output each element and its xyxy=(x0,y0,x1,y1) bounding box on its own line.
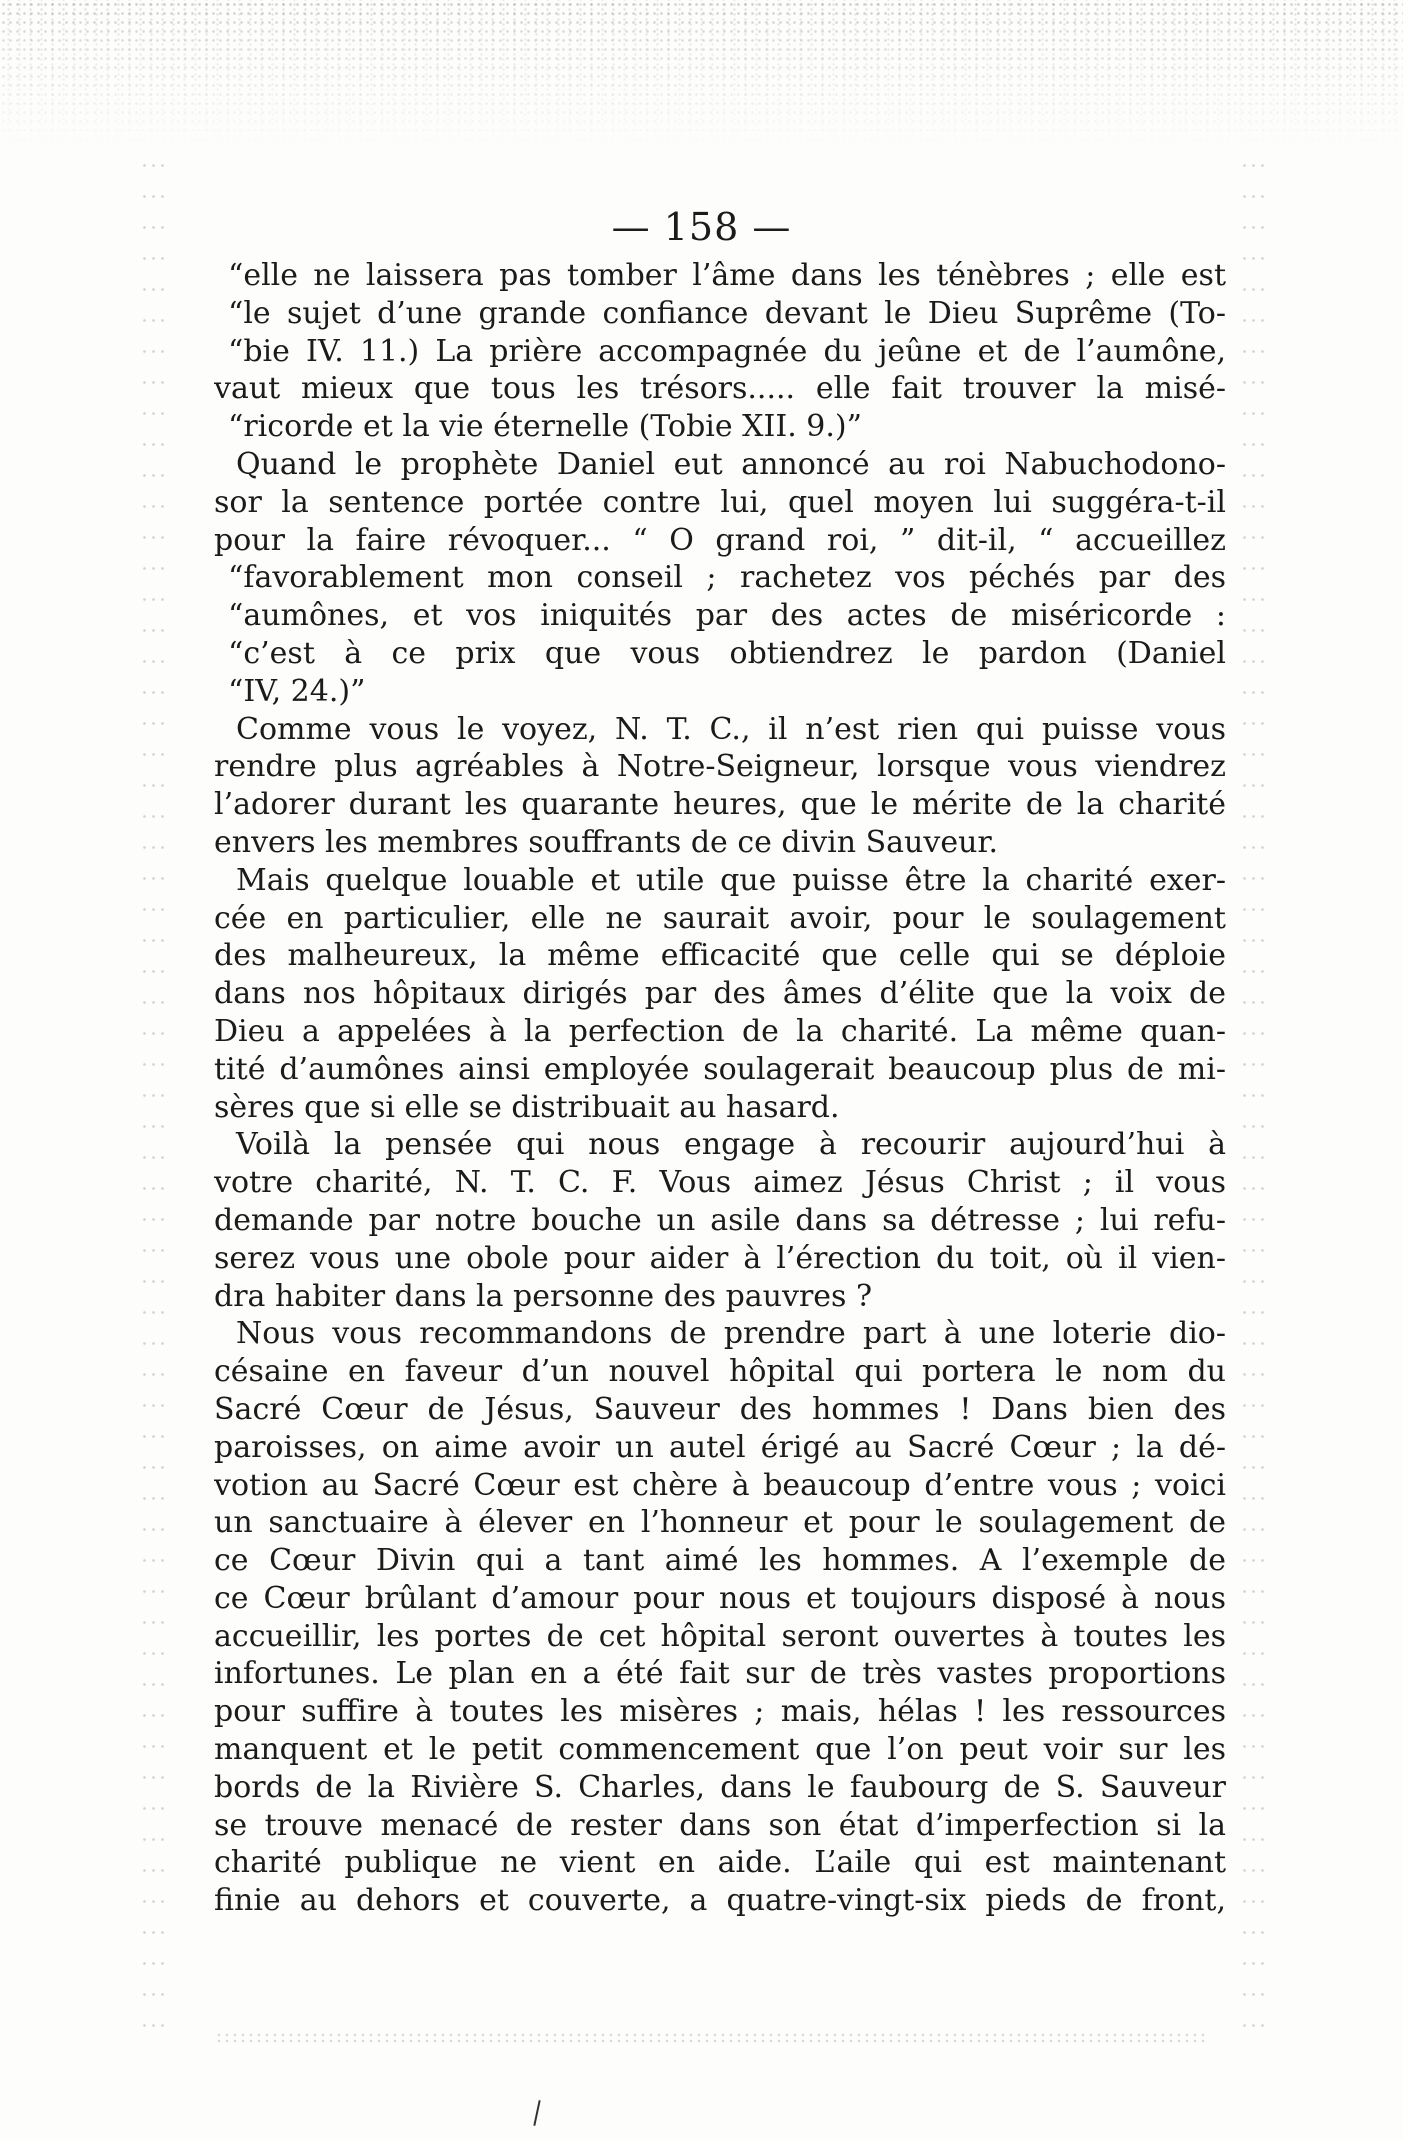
text-line: ce Cœur Divin qui a tant aimé les hommes. A l’exemple de xyxy=(214,1543,1226,1579)
text-line: “ricorde et la vie éternelle (Tobie XII. 9.)” xyxy=(228,409,862,445)
text-line: dra habiter dans la personne des pauvres ? xyxy=(214,1278,873,1314)
text-line: ce Cœur brûlant d’amour pour nous et toujours disposé à nous xyxy=(214,1580,1226,1616)
text-line: sor la sentence portée contre lui, quel moyen lui suggéra-t-il xyxy=(214,484,1226,520)
text-line: “bie IV. 11.) La prière accompagnée du jeûne et de l’aumône, xyxy=(228,333,1226,369)
text-line: pour suffire à toutes les misères ; mais, hélas ! les ressources xyxy=(214,1694,1226,1730)
text-line: “IV, 24.)” xyxy=(228,673,366,709)
text-line: dans nos hôpitaux dirigés par des âmes d’élite que la voix de xyxy=(214,976,1226,1012)
text-line: votre charité, N. T. C. F. Vous aimez Jésus Christ ; il vous xyxy=(214,1165,1226,1201)
scan-noise-left xyxy=(140,150,170,2050)
text-line: pour la faire révoquer... “ O grand roi, ” dit-il, “ accueillez xyxy=(214,522,1226,558)
text-line: des malheureux, la même efficacité que celle qui se déploie xyxy=(214,938,1226,974)
text-line: rendre plus agréables à Notre-Seigneur, lorsque vous viendrez xyxy=(214,749,1226,785)
text-line: manquent et le petit commencement que l’on peut voir sur les xyxy=(214,1732,1226,1768)
text-line: un sanctuaire à élever en l’honneur et pour le soulagement de xyxy=(214,1505,1226,1541)
ink-mark xyxy=(533,2100,540,2126)
text-line: “favorablement mon conseil ; rachetez vos péchés par des xyxy=(228,560,1226,596)
scan-noise-right xyxy=(1240,150,1270,2050)
text-line: Nous vous recommandons de prendre part à une loterie dio- xyxy=(236,1316,1226,1352)
text-line: Comme vous le voyez, N. T. C., il n’est rien qui puisse vous xyxy=(236,711,1226,747)
text-line: cée en particulier, elle ne saurait avoir, pour le soulagement xyxy=(214,900,1226,936)
text-line: “le sujet d’une grande confiance devant le Dieu Suprême (To- xyxy=(228,295,1226,331)
text-line: tité d’aumônes ainsi employée soulagerait beaucoup plus de mi- xyxy=(214,1051,1226,1087)
text-line: “c’est à ce prix que vous obtiendrez le pardon (Daniel xyxy=(228,635,1226,671)
scan-noise-top xyxy=(0,0,1403,150)
text-line: envers les membres souffrants de ce divin Sauveur. xyxy=(214,824,998,860)
text-line: se trouve menacé de rester dans son état d’imperfection si la xyxy=(214,1807,1226,1843)
text-line: finie au dehors et couverte, a quatre-vingt-six pieds de front, xyxy=(214,1883,1226,1919)
text-line: césaine en faveur d’un nouvel hôpital qui portera le nom du xyxy=(214,1354,1226,1390)
text-line: Quand le prophète Daniel eut annoncé au roi Nabuchodono- xyxy=(236,446,1226,482)
page-number: — 158 — xyxy=(611,205,792,249)
text-line: Sacré Cœur de Jésus, Sauveur des hommes ! Dans bien des xyxy=(214,1391,1226,1427)
text-line: accueillir, les portes de cet hôpital seront ouvertes à toutes les xyxy=(214,1618,1226,1654)
text-line: vaut mieux que tous les trésors..... elle fait trouver la misé- xyxy=(214,371,1226,407)
text-line: paroisses, on aime avoir un autel érigé au Sacré Cœur ; la dé- xyxy=(214,1429,1226,1465)
text-line: Mais quelque louable et utile que puisse être la charité exer- xyxy=(236,862,1226,898)
text-line: Dieu a appelées à la perfection de la charité. La même quan- xyxy=(214,1013,1226,1049)
text-line: “elle ne laissera pas tomber l’âme dans les ténèbres ; elle est xyxy=(228,258,1226,293)
text-line: infortunes. Le plan en a été fait sur de très vastes proportions xyxy=(214,1656,1226,1692)
text-line: demande par notre bouche un asile dans sa détresse ; lui refu- xyxy=(214,1202,1226,1238)
text-line: “aumônes, et vos iniquités par des actes de miséricorde : xyxy=(228,598,1226,634)
body-text xyxy=(214,257,1226,1920)
text-line: votion au Sacré Cœur est chère à beaucoup d’entre vous ; voici xyxy=(214,1467,1226,1503)
text-line: l’adorer durant les quarante heures, que le mérite de la charité xyxy=(214,787,1226,823)
text-line: sères que si elle se distribuait au hasard. xyxy=(214,1089,840,1125)
text-line: Voilà la pensée qui nous engage à recourir aujourd’hui à xyxy=(236,1127,1226,1163)
scan-noise-bottom xyxy=(215,2032,1205,2044)
text-line: charité publique ne vient en aide. L’aile qui est maintenant xyxy=(214,1845,1226,1881)
text-line: bords de la Rivière S. Charles, dans le faubourg de S. Sauveur xyxy=(214,1769,1226,1805)
text-line: serez vous une obole pour aider à l’érection du toit, où il vien- xyxy=(214,1240,1226,1276)
